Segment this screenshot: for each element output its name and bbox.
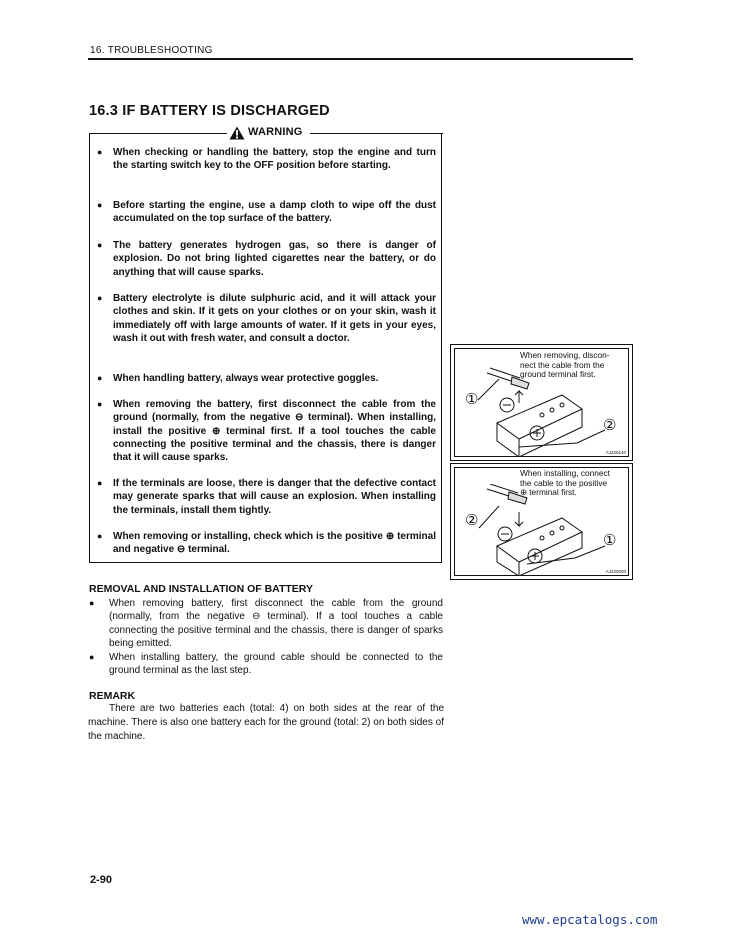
bullet: ● [89,652,95,662]
bullet: ● [97,531,103,541]
warning-item-text: The battery generates hydrogen gas, so there is danger of explosion. Do not bring lighted cigarettes near the battery, or do anything that will cause sparks. [113,240,436,278]
bullet: ● [97,373,103,383]
warning-item-text: When removing the battery, first disconnect the cable from the ground (normally, from the negative ⊖ terminal). When installing, install the positive ⊕ terminal first. If a tool touches the cable connecting the positive terminal and the chassis, there is danger that it will cause sparks. [113,399,436,464]
warning-item-text: When removing or installing, check which is the positive ⊕ terminal and negative ⊖ terminal. [113,531,436,556]
removal-item-text: When installing battery, the ground cable should be connected to the ground terminal as the last step. [109,652,443,677]
warning-item-text: When checking or handling the battery, stop the engine and turn the starting switch key to the OFF position before starting. [113,147,436,172]
battery-illustration [457,484,627,576]
remark-title: REMARK [89,690,136,702]
caption-line: ⊕ terminal first. [520,487,577,497]
caption-line: ground terminal first. [520,369,596,379]
warning-item-text: When handling battery, always wear protective goggles. [113,373,379,384]
figure-label-1: ① [603,532,617,549]
caption-line: the cable to the positive [520,477,608,488]
warning-item [97,398,436,464]
figure-label-1: ① [465,391,479,408]
bullet: ● [97,200,103,210]
warning-header [89,126,443,142]
figure-installing [450,463,633,580]
warning-rule-left [89,133,227,134]
warning-item-text: If the terminals are loose, there is danger that the defective contact may generate sparks that will cause an explosion. When installing the terminals, install them tightly. [113,478,436,516]
bullet: ● [97,147,103,157]
warning-item [97,199,436,226]
warning-item [97,477,436,517]
removal-item [89,651,443,678]
caption-line: nect the cable from the [520,359,605,370]
warning-triangle-icon [229,126,245,140]
battery-illustration [457,365,627,457]
caption-line: When installing, connect [520,468,610,478]
warning-item-text: Before starting the engine, use a damp cloth to wipe off the dust accumulated on the top surface of the battery. [113,200,436,225]
warning-item [97,530,436,557]
removal-item-text: When removing battery, first disconnect the cable from the ground (normally, from the negative ⊖ terminal). If a tool touches a cable connecting the positive terminal and the chassis, there is danger of sparks being emitted. [109,598,443,649]
warning-item [97,239,436,279]
bullet: ● [97,240,103,250]
page-number: 2-90 [90,874,113,886]
running-header: 16. TROUBLESHOOTING [90,45,213,56]
warning-item [97,146,436,173]
figure-label-2: ② [465,512,479,529]
bullet: ● [97,293,103,303]
section-title: 16.3 IF BATTERY IS DISCHARGED [89,103,330,119]
remark-text: There are two batteries each (total: 4) on both sides at the rear of the machine. There is also one battery each for the ground (total: 2) on both sides of the machine. [88,703,444,742]
header-rule [88,58,633,60]
bullet: ● [97,399,103,409]
figure-removing [450,344,633,461]
bullet: ● [97,478,103,488]
removal-item [89,597,443,650]
warning-item [97,292,436,345]
subsection-title: REMOVAL AND INSTALLATION OF BATTERY [89,583,313,595]
warning-item-text: Battery electrolyte is dilute sulphuric acid, and it will attack your clothes and skin. If it gets on your clothes or on your skin, wash it immediately off with large amounts of water. If it gets in your eyes, wash it out with fresh water, and consult a doctor. [113,293,436,344]
warning-rule-right [310,133,443,134]
warning-label: WARNING [248,126,303,138]
website-watermark: www.epcatalogs.com [522,912,658,927]
bullet: ● [89,598,95,608]
warning-item [97,372,436,385]
figure-code: AJ220200 [605,569,626,574]
figure-label-2: ② [603,417,617,434]
caption-line: When removing, discon- [520,350,610,360]
figure-code: AJ220140 [605,450,626,455]
